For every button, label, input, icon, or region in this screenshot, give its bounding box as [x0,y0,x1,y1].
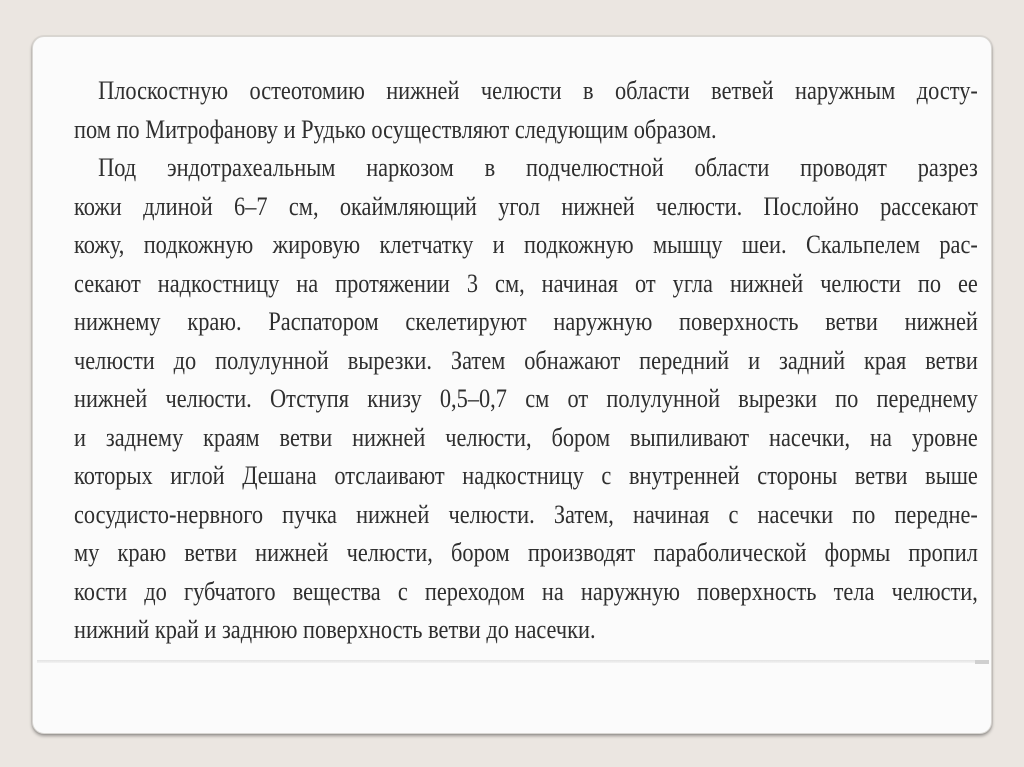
text-line: Под эндотрахеальным наркозом в подчелюстной области проводят разрез [98,153,978,182]
paragraph-1 [74,72,978,149]
text-line: нижний край и заднюю поверхность ветви до насечки. [74,615,596,644]
text-line: которых иглой Дешана отслаивают надкостницу с внутренней стороны ветви выше [74,461,978,490]
text-line: и заднему краям ветви нижней челюсти, бором выпиливают насечки, на уровне [74,422,978,452]
text-line: сосудисто-нервного пучка нижней челюсти. Затем, начиная с насечки по передне- [74,499,978,529]
text-line: нижнему краю. Распатором скелетируют наружную поверхность ветви нижней [74,307,978,336]
scan-edge-mark [975,660,989,664]
text-line: нижней челюсти. Отступя книзу 0,5–0,7 см от полулунной вырезки по переднему [74,384,978,413]
text-line: челюсти до полулунной вырезки. Затем обнажают передний и задний края ветви [74,345,978,375]
text-line: кости до губчатого вещества с переходом на наружную поверхность тела челюсти, [74,576,978,606]
text-line: кожу, подкожную жировую клетчатку и подкожную мышцу шеи. Скальпелем рас- [74,230,978,259]
scan-edge-divider [37,660,987,663]
text-line: му краю ветви нижней челюсти, бором производят параболической формы пропил [74,538,978,567]
text-line: кожи длиной 6–7 см, окаймляющий угол нижней челюсти. Послойно рассекают [74,191,978,221]
text-line: секают надкостницу на протяжении 3 см, начиная от угла нижней челюсти по ее [74,268,978,298]
text-line: Плоскостную остеотомию нижней челюсти в области ветвей наружным досту- [98,76,978,105]
text-line: пом по Митрофанову и Рудько осуществляют следующим образом. [74,114,717,144]
paragraph-2 [74,149,978,650]
document-text [74,72,978,650]
